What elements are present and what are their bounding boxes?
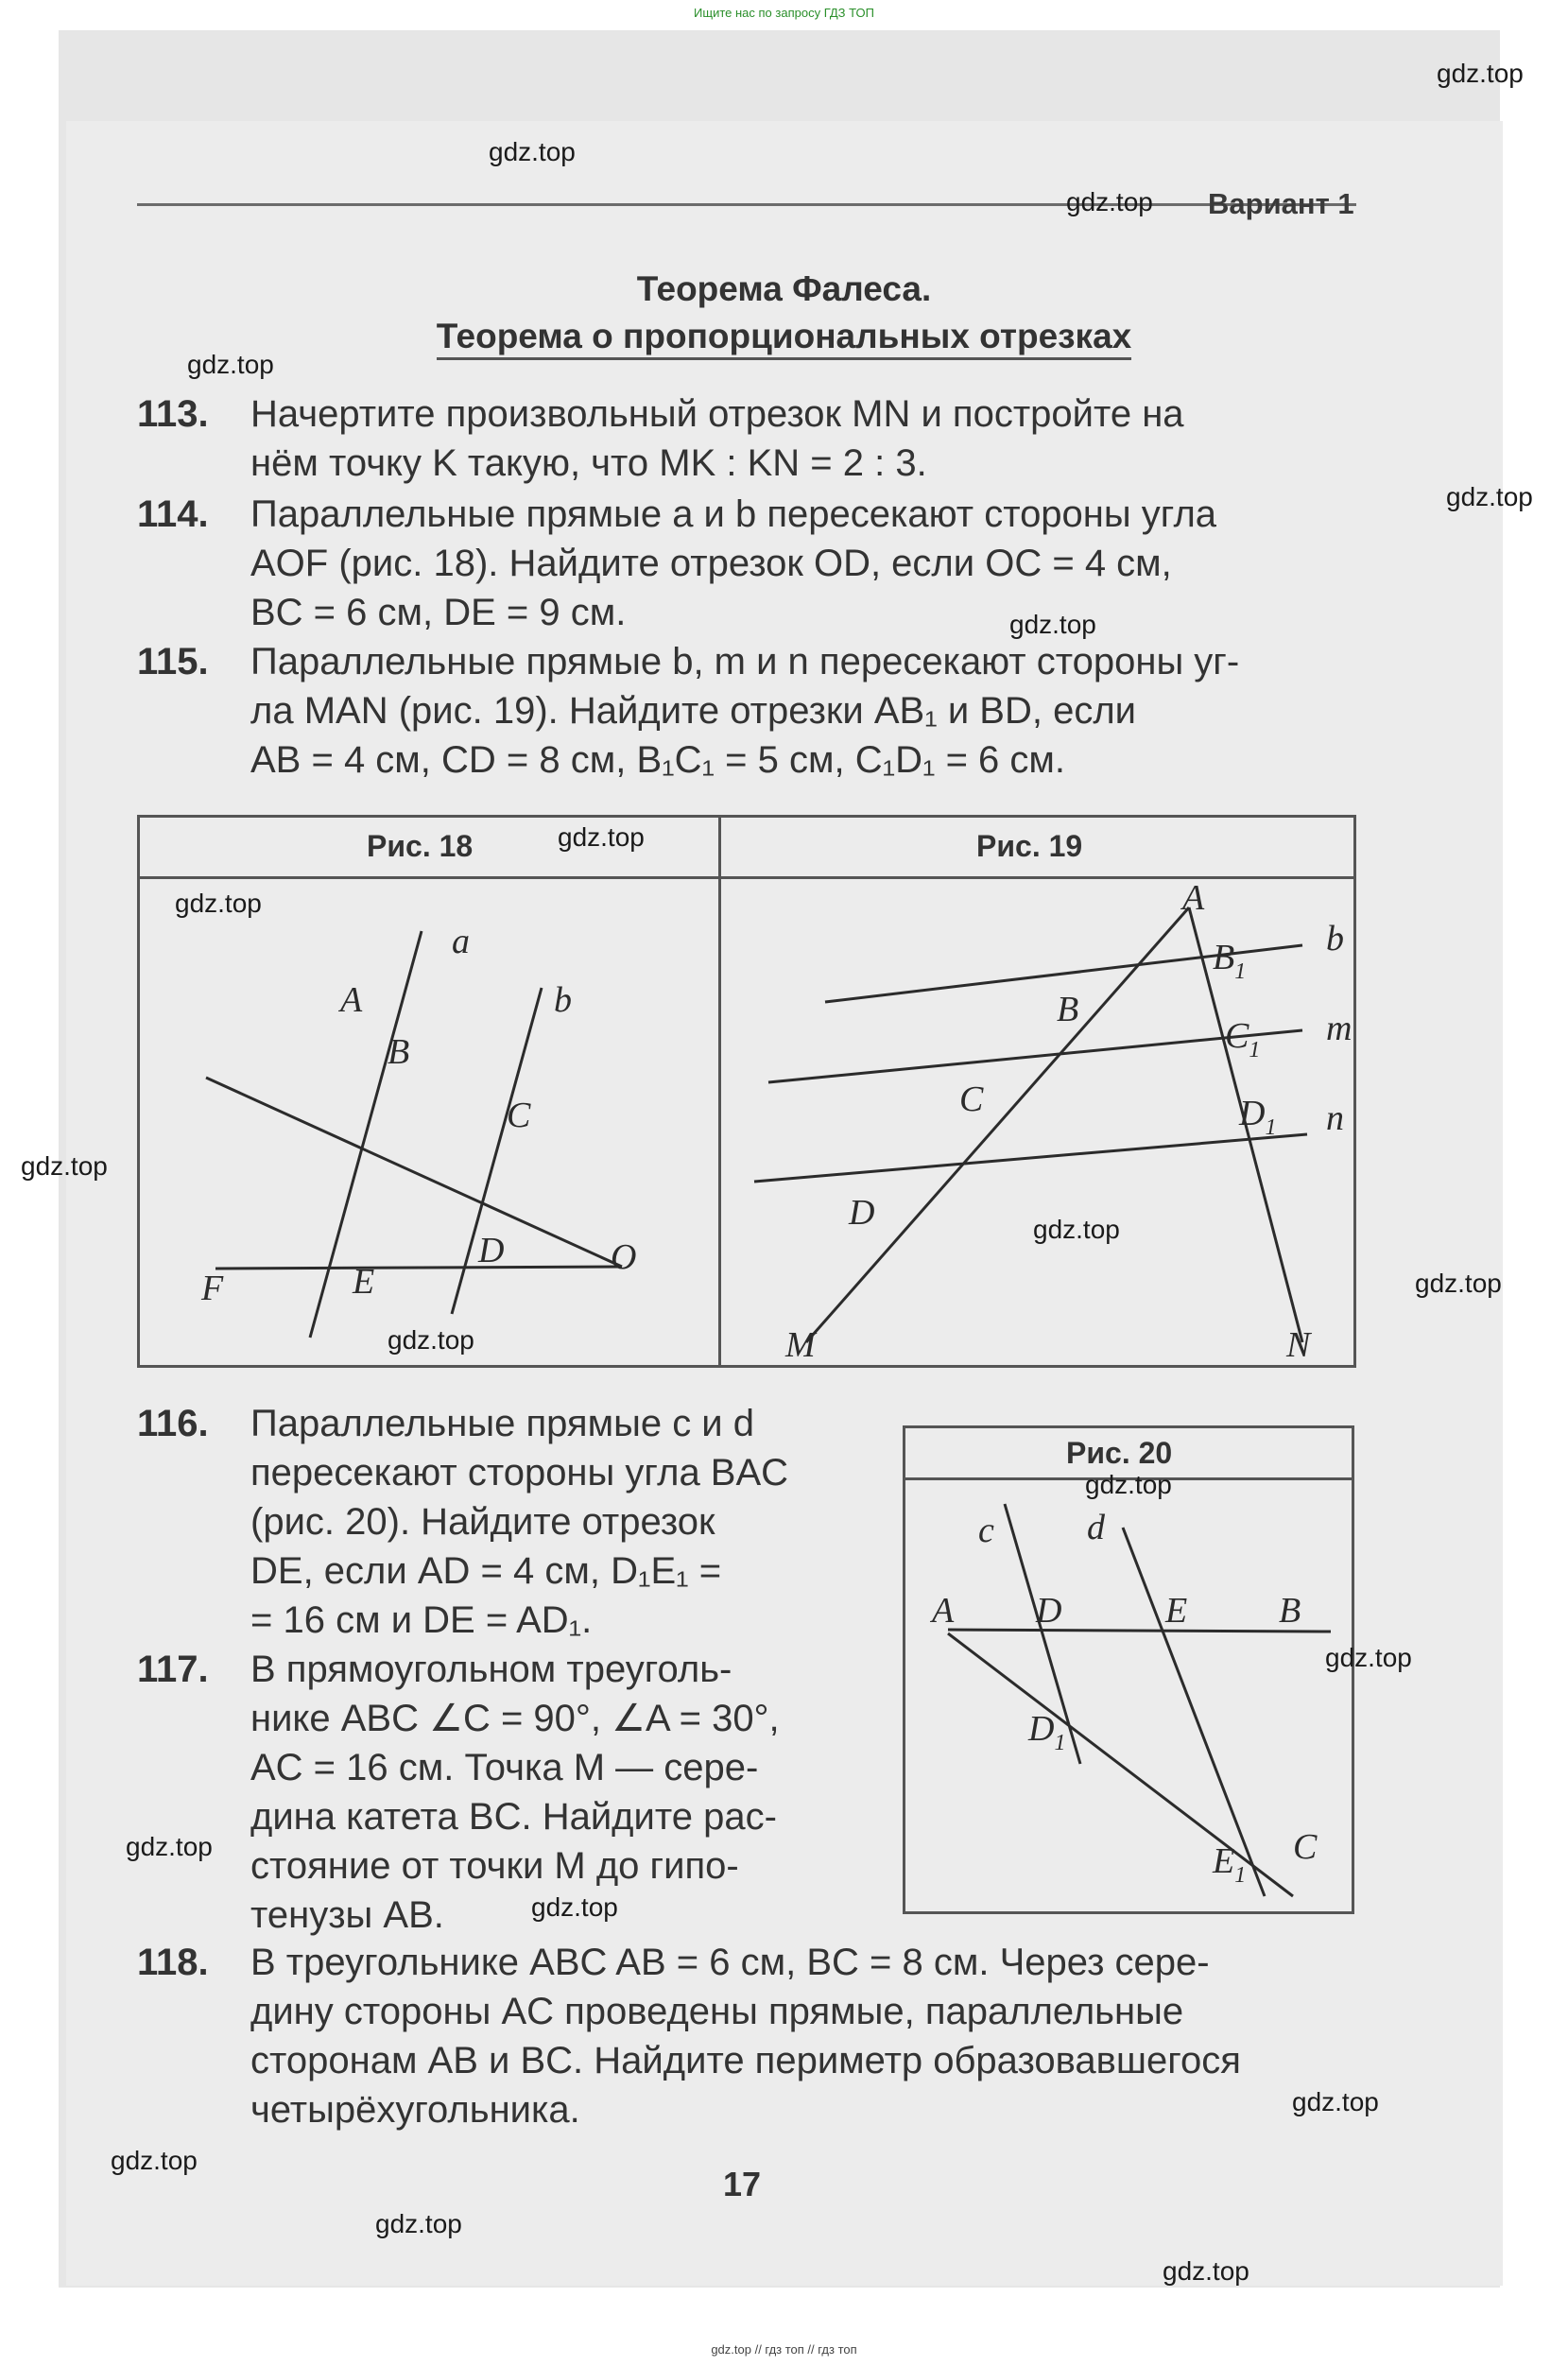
fig19-label-A: A xyxy=(1182,879,1205,918)
problem-number: 113. xyxy=(137,393,209,435)
fig18-caption: Рис. 18 xyxy=(367,829,474,863)
fig18-label-O: O xyxy=(611,1237,637,1277)
problem-line: AB = 4 см, CD = 8 см, B₁C₁ = 5 см, C₁D₁ = 6 см. xyxy=(250,739,1066,781)
fig20-label-A: A xyxy=(932,1591,955,1631)
fig18-diagram xyxy=(140,879,718,1368)
problem-line: нике ABC ∠C = 90°, ∠A = 30°, xyxy=(250,1698,780,1739)
fig19-line-m xyxy=(768,1030,1302,1082)
problem-line: Начертите произвольный отрезок MN и постройте на xyxy=(250,393,1184,435)
problem-line: Параллельные прямые b, m и n пересекают стороны уг- xyxy=(250,641,1240,682)
problem-line: (рис. 20). Найдите отрезок xyxy=(250,1501,715,1543)
problem-line: ла MAN (рис. 19). Найдите отрезки AB₁ и BD, если xyxy=(250,690,1137,732)
fig19-label-m: m xyxy=(1326,1009,1353,1048)
fig19-label-D1: $D_1$ xyxy=(1239,1094,1277,1140)
watermark: gdz.top xyxy=(375,2209,462,2238)
fig18-label-b: b xyxy=(554,980,572,1020)
watermark: gdz.top xyxy=(187,350,274,379)
problem-number: 114. xyxy=(137,493,209,535)
fig19-ray-AM xyxy=(806,907,1189,1342)
watermark: gdz.top xyxy=(175,889,262,918)
fig19-label-B: B xyxy=(1057,990,1079,1029)
fig18-label-D: D xyxy=(478,1231,505,1270)
watermark: gdz.top xyxy=(531,1892,618,1922)
problem-number: 116. xyxy=(137,1403,209,1444)
watermark: gdz.top xyxy=(558,822,645,852)
problem-line: В треугольнике ABC AB = 6 см, BC = 8 см. Через сере- xyxy=(250,1942,1210,1983)
watermark: gdz.top xyxy=(1437,59,1524,88)
problem-line: пересекают стороны угла BAC xyxy=(250,1452,789,1494)
fig20-label-C: C xyxy=(1293,1827,1318,1867)
fig18-label-F: F xyxy=(201,1269,224,1308)
fig20-label-E: E xyxy=(1165,1591,1188,1631)
watermark: gdz.top xyxy=(1085,1470,1172,1499)
watermark: gdz.top xyxy=(1325,1643,1412,1672)
fig19-label-C: C xyxy=(959,1079,984,1119)
problem-line: AOF (рис. 18). Найдите отрезок OD, если OC = 4 см, xyxy=(250,543,1172,584)
fig19-label-D: D xyxy=(849,1193,875,1233)
fig20-label-E1: $E_1$ xyxy=(1213,1841,1247,1888)
fig19-line-n xyxy=(754,1134,1307,1182)
header-rule xyxy=(137,203,1356,206)
watermark: gdz.top xyxy=(126,1832,213,1861)
section-title: Теорема Фалеса. xyxy=(636,269,932,308)
fig20-label-D1: $D_1$ xyxy=(1028,1709,1066,1755)
fig20-label-B: B xyxy=(1279,1591,1301,1631)
fig18-label-A: A xyxy=(340,980,363,1020)
fig20-diagram xyxy=(905,1480,1352,1911)
section-subtitle: Теорема о пропорциональных отрезках xyxy=(0,317,1568,356)
top-banner: Ищите нас по запросу ГДЗ ТОП xyxy=(694,6,874,20)
problem-line: Параллельные прямые c и d xyxy=(250,1403,755,1444)
problem-number: 115. xyxy=(137,641,209,682)
problem-number: 118. xyxy=(137,1942,209,1983)
watermark: gdz.top xyxy=(388,1325,474,1355)
problem-line: стояние от точки M до гипо- xyxy=(250,1845,739,1887)
watermark: gdz.top xyxy=(1009,610,1096,639)
page-number: 17 xyxy=(723,2165,762,2203)
figures-18-19-box xyxy=(137,815,1356,1368)
watermark: gdz.top xyxy=(489,137,576,166)
problem-line: нём точку K такую, что MK : KN = 2 : 3. xyxy=(250,442,927,484)
fig18-label-E: E xyxy=(353,1262,375,1302)
fig19-label-N: N xyxy=(1286,1325,1311,1365)
fig19-label-b: b xyxy=(1326,919,1344,958)
watermark: gdz.top xyxy=(1415,1269,1502,1298)
fig19-label-C1: $C_1$ xyxy=(1225,1016,1261,1062)
fig20-label-D: D xyxy=(1036,1591,1062,1631)
problem-line: тенузы AB. xyxy=(250,1894,444,1936)
fig20-label-c: c xyxy=(978,1511,994,1550)
problem-line: = 16 см и DE = AD₁. xyxy=(250,1599,593,1641)
fig19-diagram xyxy=(721,879,1356,1368)
variant-label: Вариант 1 xyxy=(1208,187,1354,220)
fig18-label-a: a xyxy=(452,922,470,961)
problem-line: BC = 6 см, DE = 9 см. xyxy=(250,592,627,633)
watermark: gdz.top xyxy=(1446,482,1533,511)
problem-line: дина катета BC. Найдите рас- xyxy=(250,1796,777,1838)
fig19-caption: Рис. 19 xyxy=(976,829,1083,863)
fig18-label-C: C xyxy=(507,1096,531,1135)
problem-line: В прямоугольном треуголь- xyxy=(250,1649,732,1690)
fig18-ray-OF xyxy=(215,1267,622,1269)
problem-line: четырёхугольника. xyxy=(250,2089,580,2131)
fig19-label-n: n xyxy=(1326,1098,1344,1138)
bottom-banner: gdz.top // гдз топ // гдз топ xyxy=(711,2342,857,2357)
watermark: gdz.top xyxy=(1292,2087,1379,2116)
watermark: gdz.top xyxy=(21,1151,108,1181)
fig19-label-M: M xyxy=(785,1325,816,1365)
watermark: gdz.top xyxy=(111,2146,198,2175)
problem-line: Параллельные прямые a и b пересекают стороны угла xyxy=(250,493,1217,535)
fig20-line-d xyxy=(1123,1528,1265,1896)
watermark: gdz.top xyxy=(1163,2256,1249,2286)
watermark: gdz.top xyxy=(1033,1215,1120,1244)
watermark: gdz.top xyxy=(1066,187,1153,216)
fig19-label-B1: $B_1$ xyxy=(1213,938,1247,984)
fig20-label-d: d xyxy=(1087,1508,1105,1547)
fig18-label-B: B xyxy=(388,1032,410,1072)
problem-number: 117. xyxy=(137,1649,209,1690)
fig20-ray-AC xyxy=(948,1633,1293,1896)
fig20-ray-AB xyxy=(948,1630,1331,1632)
fig18-ray-OA xyxy=(206,1078,622,1267)
problem-line: DE, если AD = 4 см, D₁E₁ = xyxy=(250,1550,722,1592)
problem-line: дину стороны AC проведены прямые, параллельные xyxy=(250,1991,1184,2032)
problem-line: AC = 16 см. Точка M — сере- xyxy=(250,1747,759,1788)
problem-line: сторонам AB и BC. Найдите периметр образовавшегося xyxy=(250,2040,1241,2081)
fig20-caption: Рис. 20 xyxy=(1066,1436,1173,1470)
